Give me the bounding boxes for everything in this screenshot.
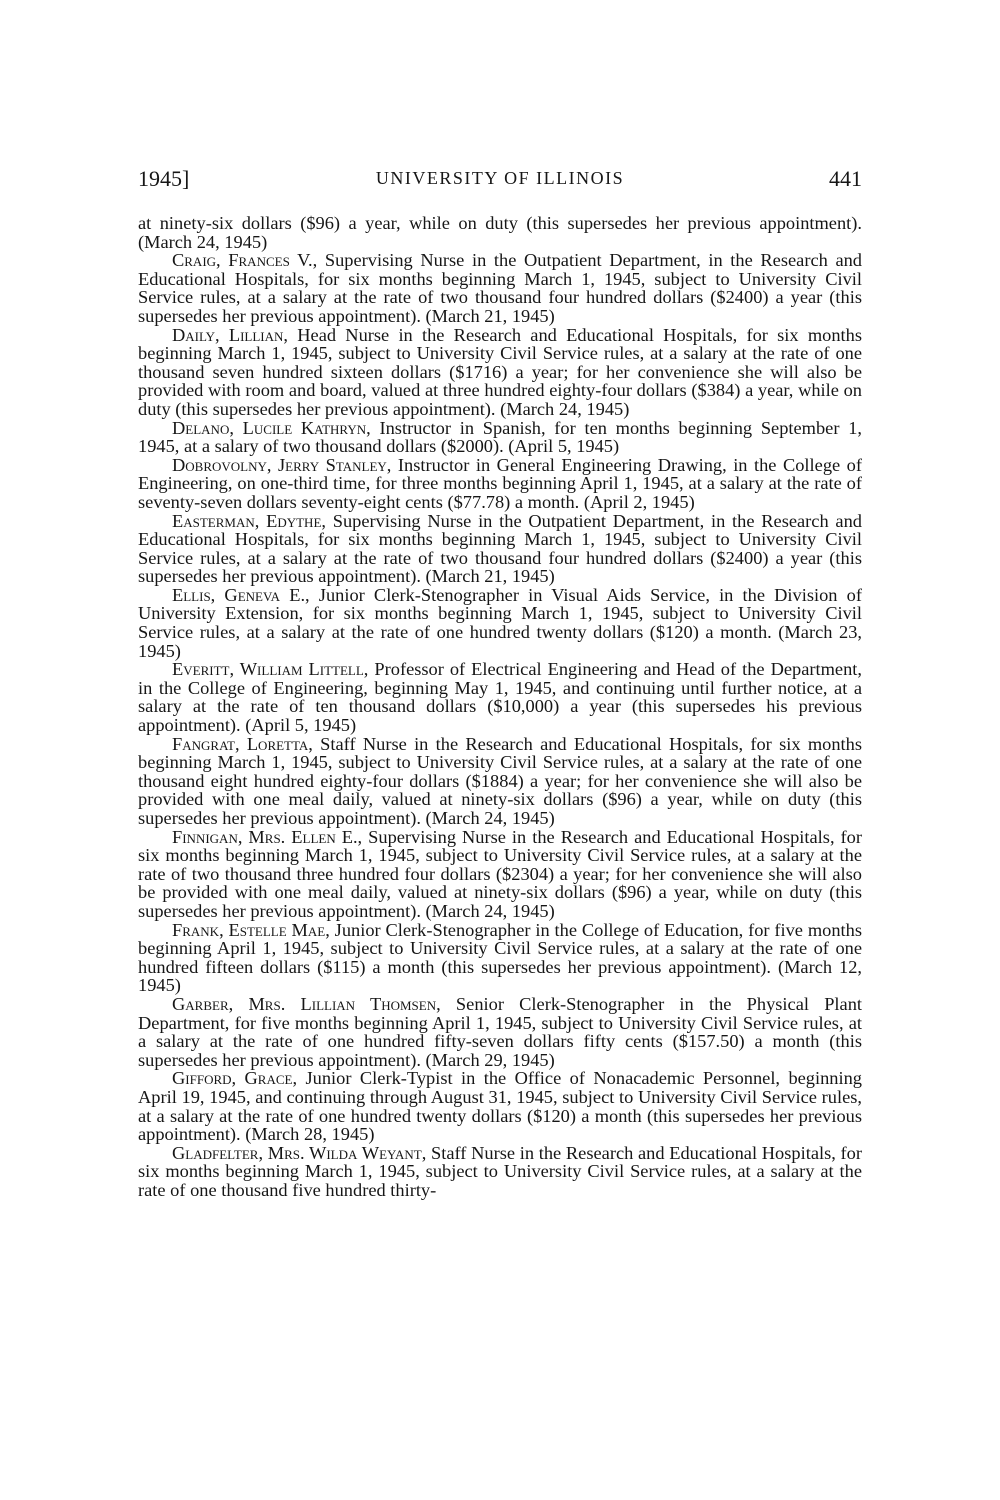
entry-text: Head Nurse in the Research and Educational Hospitals, for six months beginning March 1, 1945, subject to University Civil Service rules, at a salary at the rate of one thousand seven hundred sixteen dollars ($1716) a year; for her convenience she will also be provided with room and board, valued at three hundred eighty-four dollars ($384) a year, while on duty (this supersedes her previous appointment). (March 24, 1945) [138, 324, 863, 419]
entry-text: Junior Clerk-Typist in the Office of Nonacademic Personnel, beginning April 19, 1945, and continuing through August 31, 1945, subject to University Civil Service rules, at a salary at the rate of one hundred twenty dollars ($120) a month (this supersedes her previous appointment). (March 28, 1945) [138, 1068, 863, 1145]
entry-text: Instructor in General Engineering Drawing, in the College of Engineering, on one-third time, for three months beginning April 1, 1945, at a salary at the rate of seventy-seven dollars seventy-eight cents ($77.78) a month. (April 2, 1945) [138, 454, 862, 512]
entry-text: Supervising Nurse in the Outpatient Department, in the Research and Educational Hospitals, for six months beginning March 1, 1945, subject to University Civil Service rules, at a salary at the rate of two thousand four hundred dollars ($2400) a year (this supersedes her previous appointment). (March 21, 1945) [138, 250, 863, 326]
entry-text: Staff Nurse in the Research and Educational Hospitals, for six months beginning March 1, 1945, subject to University Civil Service rules, at a salary at the rate of one thousand eight hundred eighty-four dollars ($1884) a year; for her convenience she will also be provided with one meal daily, valued at ninety-six dollars ($96) a year, while on duty (this supersedes her previous appointment). (March 24, 1945) [138, 733, 862, 828]
document-page [138, 166, 862, 1199]
entry-name: Dobrovolny, Jerry Stanley, [172, 454, 392, 475]
entry-text: Junior Clerk-Stenographer in the College of Education, for five months beginning April 1, 1945, subject to University Civil Service rules, at a salary at the rate of one hundred fifteen dollars ($115) a month (this supersedes her previous appointment). (March 12, 1945) [138, 919, 862, 996]
page-number: 441 [829, 166, 862, 191]
appointment-entry [138, 921, 862, 995]
entry-name: Garber, Mrs. Lillian Thomsen, [172, 993, 441, 1014]
entry-name: Everitt, William Littell, [172, 659, 369, 680]
appointment-entry [138, 251, 862, 325]
entry-name: Gladfelter, Mrs. Wilda Weyant, [172, 1142, 427, 1163]
entry-name: Easterman, Edythe, [172, 510, 326, 531]
entry-text: Staff Nurse in the Research and Educational Hospitals, for six months beginning March 1, 1945, subject to University Civil Service rules, at a salary at the rate of one thousand five hundred thirty- [138, 1142, 862, 1200]
entry-text: Junior Clerk-Stenographer in Visual Aids Service, in the Division of University Extension, for six months beginning March 1, 1945, subject to University Civil Service rules, at a salary at the rate of one hundred twenty dollars ($120) a month. (March 23, 1945) [138, 584, 862, 661]
appointment-entry [138, 995, 862, 1069]
entry-text: Instructor in Spanish, for ten months beginning September 1, 1945, at a salary of two thousand dollars ($2000). (April 5, 1945) [138, 417, 862, 457]
entry-name: Finnigan, Mrs. Ellen E., [172, 826, 363, 847]
entry-text: Professor of Electrical Engineering and Head of the Department, in the College of Engineering, beginning May 1, 1945, and continuing until further notice, at a salary at the rate of ten thousand dollars ($10,000) a year (this supersedes his previous appointment). (April 5, 1945) [138, 659, 862, 736]
entry-name: Daily, Lillian, [172, 324, 289, 345]
appointment-entry [138, 512, 862, 586]
appointment-entry [138, 326, 862, 419]
appointment-entry [138, 586, 862, 660]
header-year: 1945] [138, 166, 190, 191]
entry-name: Fangrat, Loretta, [172, 733, 313, 754]
appointment-entry [138, 419, 862, 456]
appointment-entry [138, 735, 862, 828]
appointment-entry [138, 1069, 862, 1143]
running-header [138, 166, 862, 200]
appointment-entry [138, 1144, 862, 1200]
entry-name: Ellis, Geneva E., [172, 584, 310, 605]
entry-name: Frank, Estelle Mae, [172, 919, 330, 940]
entry-text: Supervising Nurse in the Outpatient Department, in the Research and Educational Hospitals, for six months beginning March 1, 1945, subject to University Civil Service rules, at a salary at the rate of two thousand four hundred dollars ($2400) a year (this supersedes her previous appointment). (March 21, 1945) [138, 510, 862, 587]
header-title: UNIVERSITY OF ILLINOIS [375, 168, 625, 188]
appointment-entry [138, 828, 862, 921]
continuation-paragraph: at ninety-six dollars ($96) a year, while on duty (this supersedes her previous appointment). (March 24, 1945) [138, 213, 862, 252]
entry-name: Craig, Frances V., [172, 250, 318, 271]
appointment-entry [138, 660, 862, 734]
entry-text: Supervising Nurse in the Research and Educational Hospitals, for six months beginning March 1, 1945, subject to University Civil Service rules, at a salary at the rate of two thousand three hundred four dollars ($2304) a year; for her convenience she will also be provided with one meal daily, valued at ninety-six dollars ($96) a year, while on duty (this supersedes her previous appointment). (March 24, 1945) [138, 826, 862, 921]
entry-name: Delano, Lucile Kathryn, [172, 417, 371, 438]
appointment-entry [138, 456, 862, 512]
entry-text: Senior Clerk-Stenographer in the Physical Plant Department, for five months beginning April 1, 1945, subject to University Civil Service rules, at a salary at the rate of one hundred fifty-seven dollars fifty cents ($157.50) a month (this supersedes her previous appointment). (March 29, 1945) [138, 993, 863, 1070]
body-text [138, 214, 862, 1199]
entry-name: Gifford, Grace, [172, 1068, 298, 1089]
